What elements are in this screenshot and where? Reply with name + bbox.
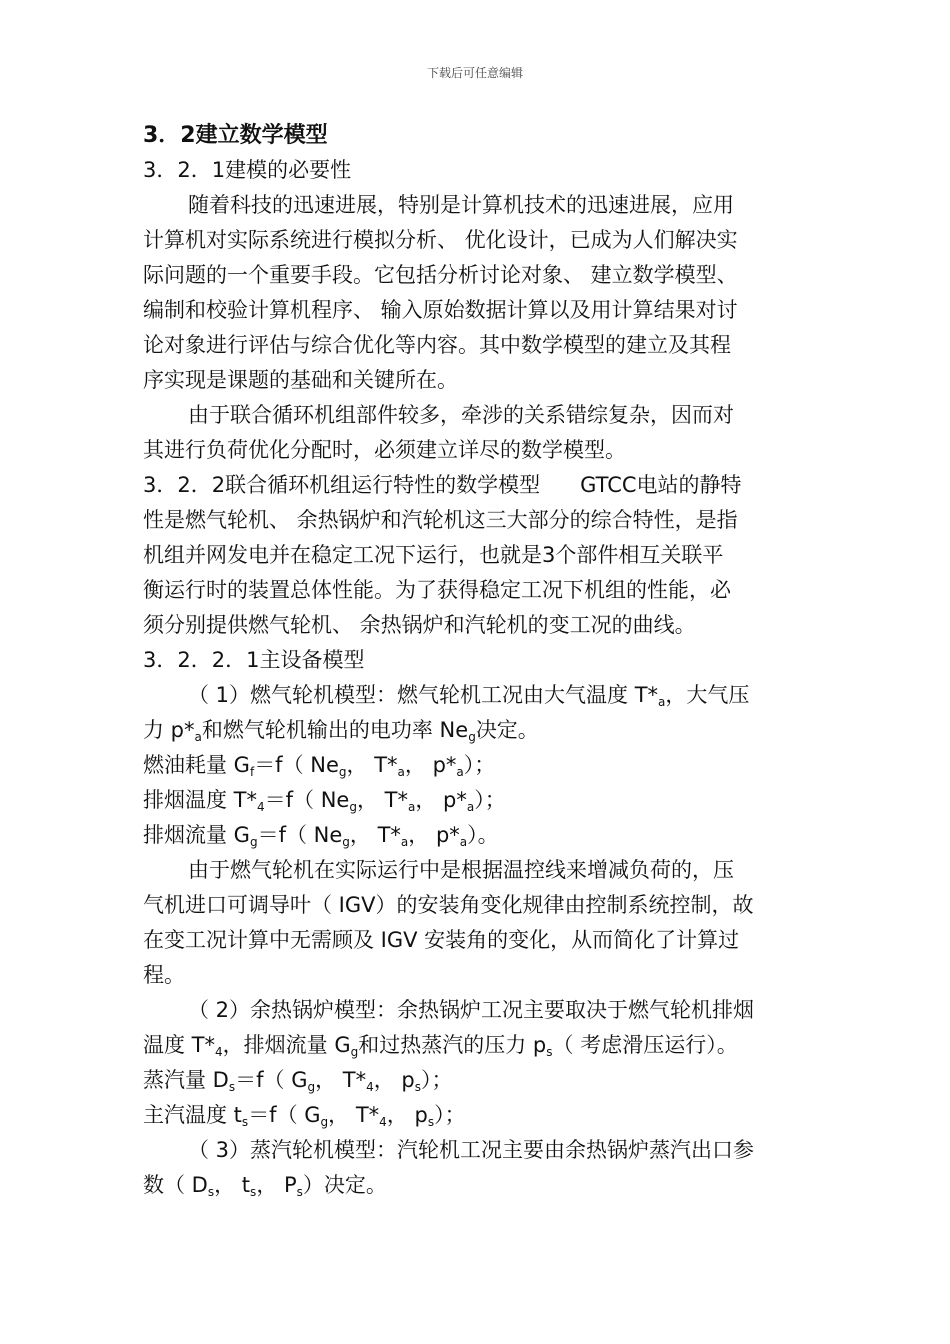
- paragraph-line: 编制和校验计算机程序、 输入原始数据计算以及用计算结果对讨: [143, 298, 738, 322]
- text-run: （ 1）燃气轮机模型：燃气轮机工况由大气温度 T*: [188, 683, 659, 707]
- paragraph-line: 由于燃气轮机在实际运行中是根据温控线来增减负荷的，压: [188, 858, 734, 882]
- subsection-title-modeling-necessity: 3．2．1建模的必要性: [143, 158, 352, 182]
- subscript: a: [194, 730, 202, 744]
- paragraph-line: 衡运行时的装置总体性能。为了获得稳定工况下机组的性能，必: [143, 578, 731, 602]
- text-run: 力 p*: [143, 718, 195, 742]
- formula-steam-flow: 蒸汽量 $D_s=f$（ $G_g$， $T*_4$， $p_s$）；: [143, 1068, 453, 1094]
- gas-turbine-model-line-2: [143, 713, 808, 748]
- hrsg-model-line-2: 温度 $T*_4$，排烟流量 $G_g$和过热蒸汽的压力 $p_s$（ 考虑滑压运行）。: [143, 1033, 738, 1059]
- steam-turbine-model-line-2: 数（ $D_s$， $t_s$， $P_s$）决定。: [143, 1173, 387, 1199]
- formula-exhaust-temperature: 排烟温度 $T*_4=f$（ $Ne_g$， $T*_a$， $p*_a$）；: [143, 788, 506, 814]
- text-run: 决定。: [475, 718, 539, 742]
- paragraph-line: 程。: [143, 963, 185, 987]
- text-run: 和燃气轮机输出的电功率 Ne: [201, 718, 469, 742]
- paragraph-line: 序实现是课题的基础和关键所在。: [143, 368, 458, 392]
- formula-main-steam-temperature: 主汽温度 $t_s=f$（ $G_g$， $T*_4$， $p_s$）；: [143, 1103, 466, 1129]
- hrsg-model-line-1: （ 2）余热锅炉模型：余热锅炉工况主要取决于燃气轮机排烟: [188, 998, 755, 1022]
- subscript: a: [658, 695, 666, 709]
- document-body: [143, 118, 808, 1203]
- paragraph-line: 须分别提供燃气轮机、 余热锅炉和汽轮机的变工况的曲线。: [143, 613, 696, 637]
- subsection-title-operating-characteristics: [143, 468, 808, 503]
- page-header: 下载后可任意编辑: [426, 66, 523, 80]
- paragraph-line: 计算机对实际系统进行模拟分析、 优化设计，已成为人们解决实: [143, 228, 738, 252]
- formula-fuel-consumption: 燃油耗量 $G_f=f$（ $Ne_g$， $T*_a$， $p*_a$）；: [143, 753, 496, 779]
- subsection-title-main-equipment: 3．2．2．1主设备模型: [143, 648, 365, 672]
- subscript: g: [468, 730, 476, 744]
- steam-turbine-model-line-1: （ 3）蒸汽轮机模型：汽轮机工况主要由余热锅炉蒸汽出口参: [188, 1138, 755, 1162]
- paragraph-line: 气机进口可调导叶（ IGV）的安装角变化规律由控制系统控制，故: [143, 893, 754, 917]
- paragraph-line: 随着科技的迅速进展，特别是计算机技术的迅速进展，应用: [188, 193, 734, 217]
- inline-text: GTCC电站的静特: [580, 473, 742, 497]
- paragraph-line: 论对象进行评估与综合优化等内容。其中数学模型的建立及其程: [143, 333, 731, 357]
- paragraph-line: 际问题的一个重要手段。它包括分析讨论对象、 建立数学模型、: [143, 263, 738, 287]
- formula-exhaust-flow: 排烟流量 $G_g=f$（ $Ne_g$， $T*_a$， $p*_a$）。: [143, 823, 499, 849]
- paragraph-line: 其进行负荷优化分配时，必须建立详尽的数学模型。: [143, 438, 626, 462]
- text-run: ，大气压: [665, 683, 750, 707]
- paragraph-line: 在变工况计算中无需顾及 IGV 安装角的变化，从而简化了计算过: [143, 928, 740, 952]
- paragraph-line: 性是燃气轮机、 余热锅炉和汽轮机这三大部分的综合特性，是指: [143, 508, 738, 532]
- gas-turbine-model-line-1: [143, 678, 808, 713]
- section-title: 3．2建立数学模型: [143, 123, 328, 148]
- paragraph-line: 由于联合循环机组部件较多，牵涉的关系错综复杂，因而对: [188, 403, 734, 427]
- subsection-title-text: 3．2．2联合循环机组运行特性的数学模型: [143, 473, 541, 497]
- paragraph-line: 机组并网发电并在稳定工况下运行，也就是3个部件相互关联平: [143, 543, 724, 567]
